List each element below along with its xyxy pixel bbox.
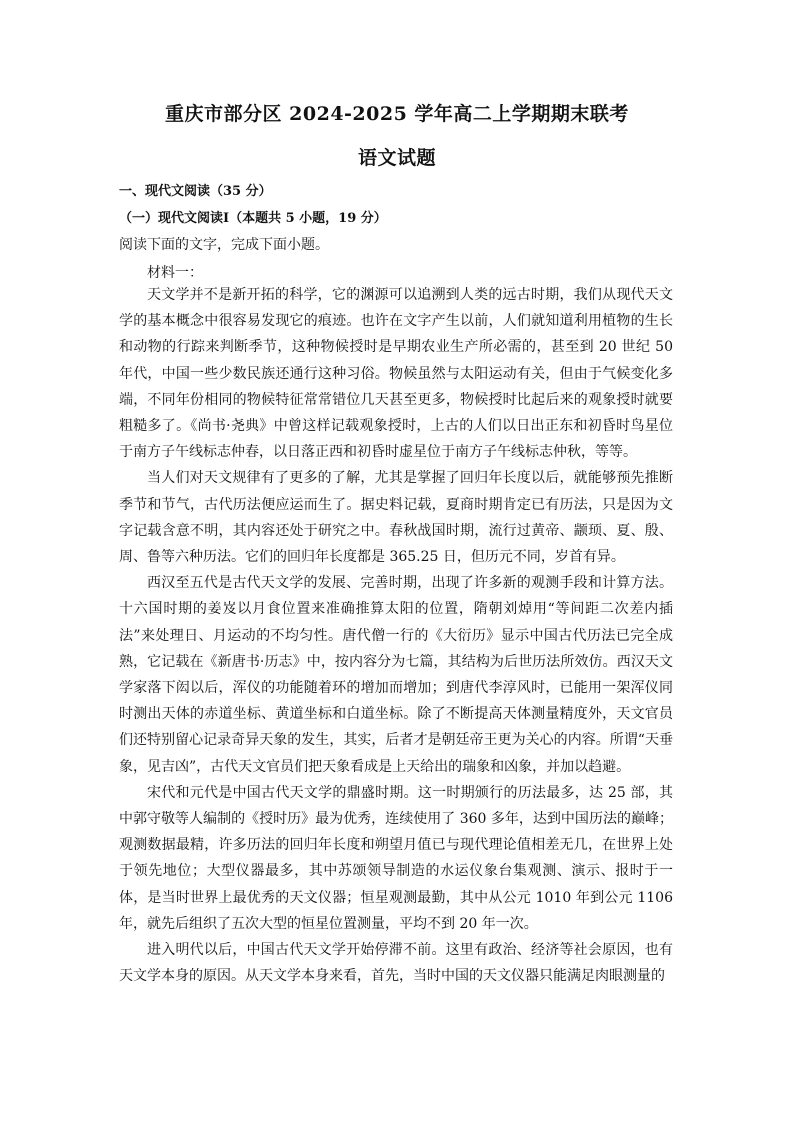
subsection-heading: （一）现代文阅读Ⅰ（本题共 5 小题，19 分）	[119, 211, 387, 226]
paragraph: 西汉至五代是古代天文学的发展、完善时期，出现了许多新的观测手段和计算方法。十六国时期的姜岌以月食位置来准确推算太阳的位置，隋朝刘焯用“等间距二次差内插法”来处理日、月运动的不均匀性。唐代僧一行的《大衍历》显示中国古代历法已完全成熟，它记载在《新唐书·历志》中，按内容分为七篇，其结构为后世历法所效仿。西汉天文学家落下闳以后，浑仪的功能随着环的增加而增加；到唐代李淳风时，已能用一架浑仪同时测出天体的赤道坐标、黄道坐标和白道坐标。除了不断提高天体测量精度外，天文官员们还特别留心记录奇异天象的发生，其实，后者才是朝廷帝王更为关心的内容。所谓“天垂象，见吉凶”，古代天文官员们把天象看成是上天给出的瑞象和凶象，并加以趋避。	[119, 575, 673, 775]
reading-instruction: 阅读下面的文字，完成下面小题。	[119, 237, 329, 253]
document-subtitle: 语文试题	[357, 147, 436, 169]
paragraph: 进入明代以后，中国古代天文学开始停滞不前。这里有政治、经济等社会原因，也有天文学本身的原因。从天文学本身来看，首先，当时中国的天文仪器只能满足肉眼测量的	[119, 942, 673, 985]
paragraph: 当人们对天文规律有了更多的了解，尤其是掌握了回归年长度以后，就能够预先推断季节和节气，古代历法便应运而生了。据史料记载，夏商时期肯定已有历法，只是因为文字记载含意不明，其内容还处于研究之中。春秋战国时期，流行过黄帝、颛顼、夏、殷、周、鲁等六种历法。它们的回归年长度都是 365.25 日，但历元不同，岁首有异。	[119, 470, 673, 566]
material-label: 材料一：	[147, 265, 203, 281]
paragraph: 宋代和元代是中国古代天文学的鼎盛时期。这一时期颁行的历法最多，达 25 部，其中郭守敬等人编制的《授时历》最为优秀，连续使用了 360 多年，达到中国历法的巅峰；观测数据最精，许多历法的回归年长度和朔望月值已与现代理论值相差无几，在世界上处于领先地位；大型仪器最多，其中苏颂领导制造的水运仪象台集观测、演示、报时于一体，是当时世界上最优秀的天文仪器；恒星观测最勤，其中从公元 1010 年到公元 1106 年，就先后组织了五次大型的恒星位置测量，平均不到 20 年一次。	[119, 784, 673, 932]
paragraph: 天文学并不是新开拓的科学，它的渊源可以追溯到人类的远古时期，我们从现代天文学的基本概念中很容易发现它的痕迹。也许在文字产生以前，人们就知道利用植物的生长和动物的行踪来判断季节，这种物候授时是早期农业生产所必需的，甚至到 20 世纪 50 年代，中国一些少数民族还通行这种习俗。物候虽然与太阳运动有关，但由于气候变化多端，不同年份相同的物候特征常常错位几天甚至更多，物候授时比起后来的观象授时就要粗糙多了。《尚书·尧典》中曾这样记载观象授时，上古的人们以日出正东和初昏时鸟星位于南方子午线标志仲春，以日落正西和初昏时虚星位于南方子午线标志仲秋，等等。	[119, 287, 673, 461]
section-heading: 一、现代文阅读（35 分）	[119, 184, 272, 199]
material-text	[119, 282, 673, 989]
document-title: 重庆市部分区 2024-2025 学年高二上学期期末联考	[165, 103, 629, 125]
